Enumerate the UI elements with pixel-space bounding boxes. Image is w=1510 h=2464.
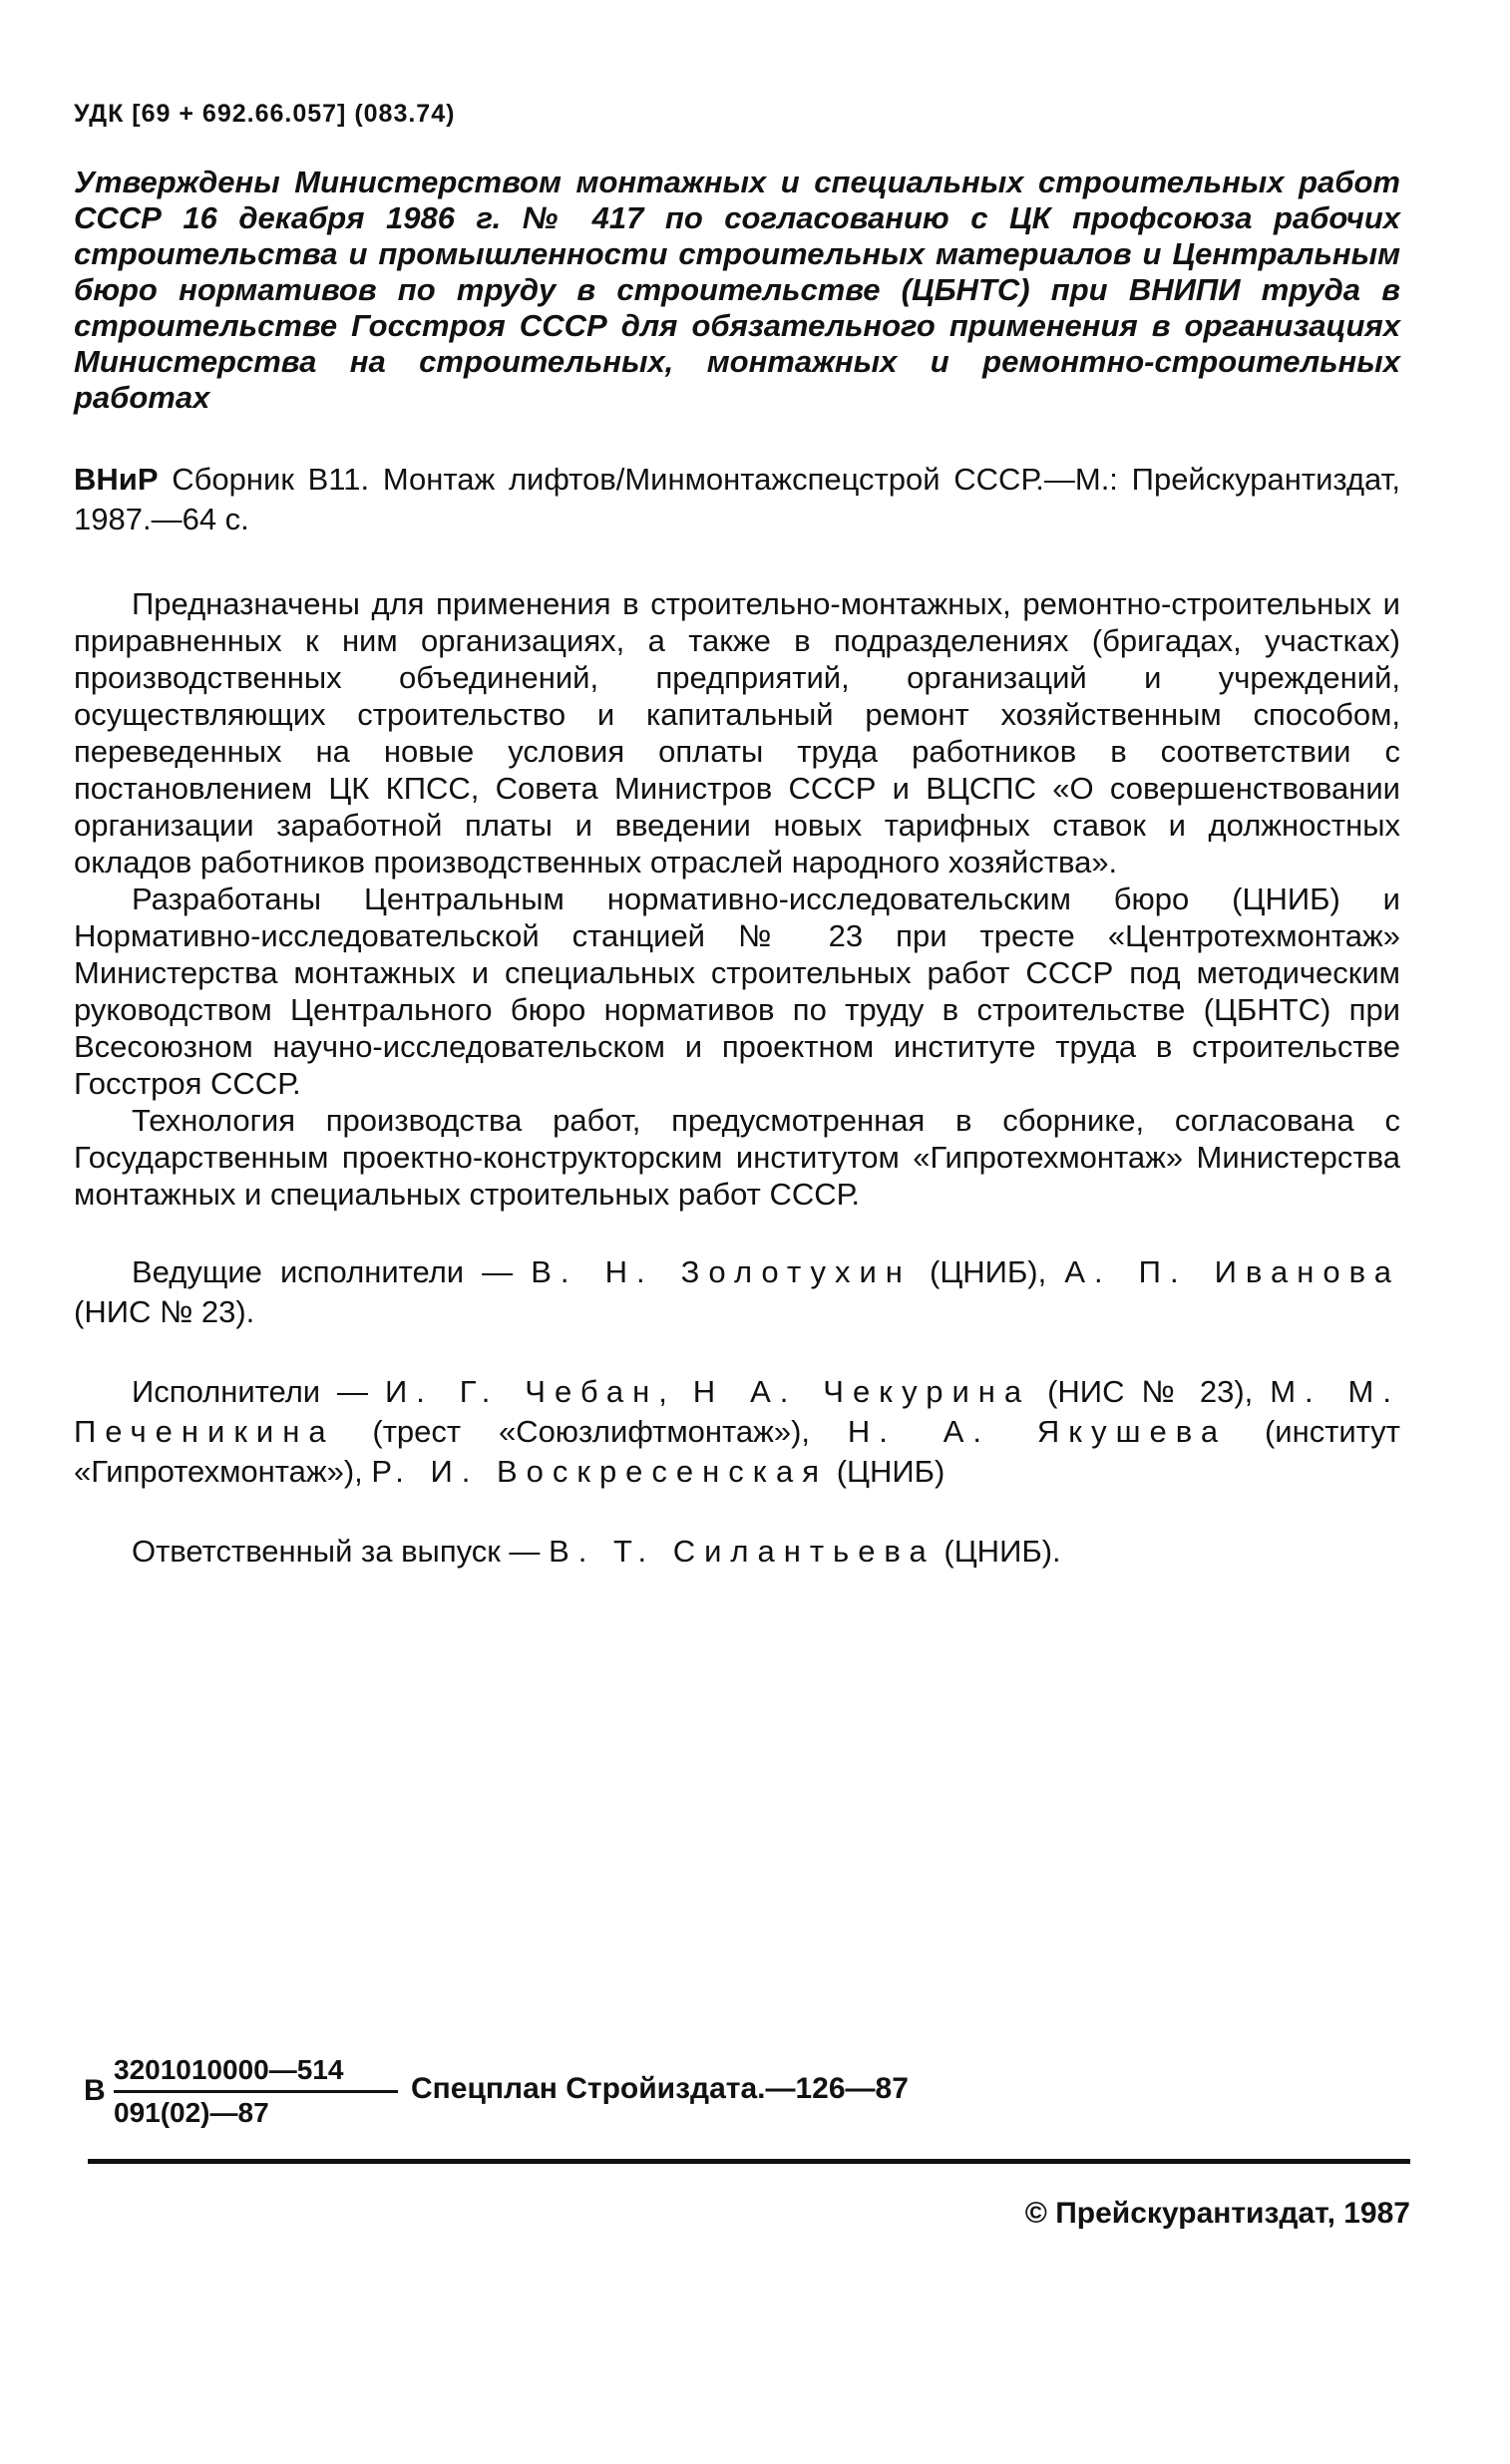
code-numerator: 3201010000—514	[114, 2054, 398, 2093]
responsible-prefix: Ответственный за выпуск —	[132, 1534, 541, 1569]
author-name: В. Н. Золотухин	[531, 1254, 912, 1289]
authors	[74, 1372, 1400, 1492]
author-org: (ЦНИБ)	[836, 1454, 945, 1489]
udk-code: УДК [69 + 692.66.057] (083.74)	[74, 100, 456, 128]
approval-line: СССР 16 декабря 1986 г. № 417 по согласованию с ЦК профсоюза рабочих	[74, 200, 1400, 235]
author-org: (НИС № 23).	[74, 1294, 255, 1329]
author-org: (ЦНИБ),	[930, 1254, 1047, 1289]
author-org: (ЦНИБ).	[944, 1534, 1061, 1569]
author-name: Н. А. Якушева	[847, 1414, 1228, 1449]
author-org: (трест «Союзлифтмонтаж»),	[372, 1414, 811, 1449]
document-page	[74, 100, 1400, 1572]
bibliographic-record	[74, 460, 1400, 539]
technology-paragraph: Технология производства работ, предусмотренная в сборнике, согласована с Государственным проектно-конструкторским институтом «Гипротехмонтаж» Министерства монтажных и специальных строительных работ СССР.	[74, 1103, 1400, 1212]
approval-statement	[74, 165, 1400, 416]
purpose-paragraph: Предназначены для применения в строительно-монтажных, ремонтно-строительных и приравненных к ним организациях, а также в подразделениях (бригадах, участках) производственных объединений, предприятий, организаций и учреждений, осуществляющих строительство и капитальный ремонт хозяйственным способом, переведенных на новые условия оплаты труда работников в соответствии с постановлением ЦК КПСС, Совета Министров СССР и ВЦСПС «О совершенствовании организации заработной платы и введении новых тарифных ставок и должностных окладов работников производственных отраслей народного хозяйства».	[74, 586, 1400, 880]
author-name: И. Г. Чебан,	[384, 1374, 676, 1409]
approval-line: Утверждены Министерством монтажных и специальных строительных работ	[74, 165, 1400, 199]
author-name: А. П. Иванова	[1064, 1254, 1400, 1289]
code-letter: В	[84, 2074, 106, 2107]
approval-line: строительства и промышленности строительных материалов и Центральным	[74, 236, 1400, 271]
code-fraction	[114, 2054, 433, 2129]
biblio-abbr: ВНиР	[74, 462, 159, 497]
author-org: (институт «Гипротехмонтаж»),	[74, 1414, 1400, 1489]
approval-line: бюро нормативов по труду в строительстве (ЦБНТС) при ВНИПИ труда в	[74, 272, 1400, 307]
biblio-text: Сборник В11. Монтаж лифтов/Минмонтажспецстрой СССР.—М.: Прейскурантиздат, 1987.—64 с.	[74, 462, 1400, 536]
author-name: М. М. Печеникина	[74, 1374, 1400, 1449]
lead-authors-prefix: Ведущие исполнители —	[132, 1254, 514, 1289]
approval-line: строительстве Госстроя СССР для обязательного применения в организациях	[74, 308, 1400, 343]
author-name: В. Т. Силантьева	[549, 1534, 936, 1569]
responsible-editor	[74, 1532, 1400, 1572]
author-org: (НИС № 23),	[1047, 1374, 1254, 1409]
footer-divider	[88, 2159, 1410, 2164]
approval-line: Министерства на строительных, монтажных и ремонтно-строительных работах	[74, 344, 1400, 415]
lead-authors	[74, 1252, 1400, 1332]
code-denominator: 091(02)—87	[114, 2097, 269, 2128]
publisher-plan: Спецплан Стройиздата.—126—87	[411, 2072, 909, 2105]
author-name: Р. И. Воскресенская	[371, 1454, 829, 1489]
developers-paragraph: Разработаны Центральным нормативно-исследовательским бюро (ЦНИБ) и Нормативно-исследовательской станцией № 23 при тресте «Центротехмонтаж» Министерства монтажных и специальных строительных работ СССР под методическим руководством Центрального бюро нормативов по труду в строительстве (ЦБНТС) при Всесоюзном научно-исследовательском и проектном институте труда в строительстве Госстроя СССР.	[74, 881, 1400, 1101]
copyright: © Прейскурантиздат, 1987	[1024, 2197, 1410, 2230]
authors-prefix: Исполнители —	[132, 1374, 369, 1409]
author-name: Н А. Чекурина	[692, 1374, 1031, 1409]
